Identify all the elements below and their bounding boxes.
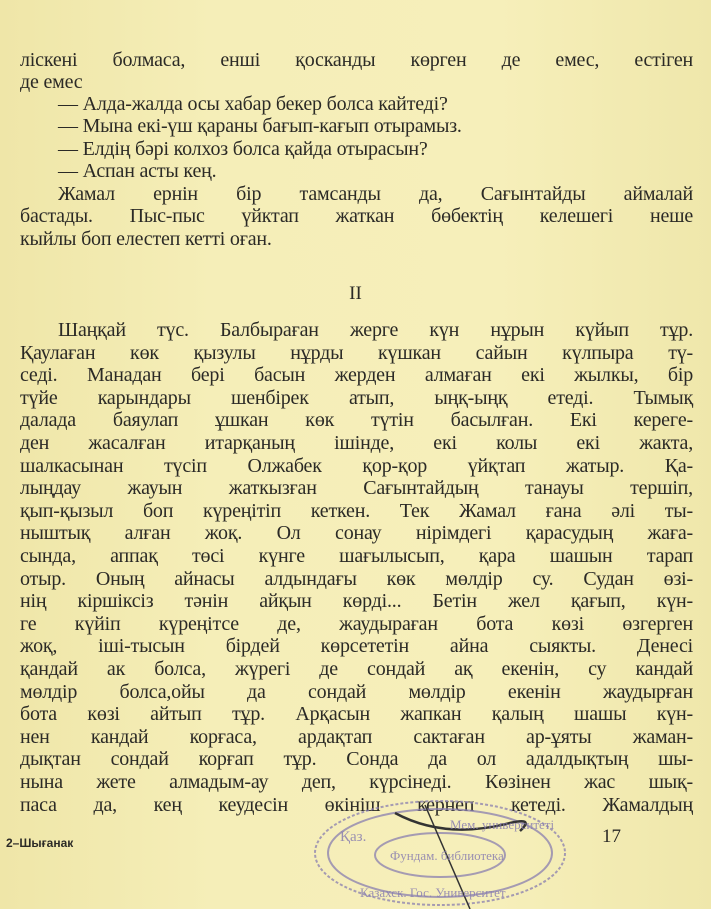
text-line: ге күйiп күреңiтсе де, жаудыраған бота көзi өзгерген (20, 612, 693, 635)
text-line: седi. Манадан берi басын жерден алмаған екi жылкы, бiр (20, 364, 693, 387)
text-line: кыйлы боп елестеп кеттi оған. (20, 228, 272, 250)
text-line: Шаңқай түс. Балбыраған жерге күн нұрын күйып тұр. (58, 319, 693, 341)
text-line: сында, аппақ төсi күнге шағылысып, қара шашын тарап (20, 545, 693, 567)
text-line: ныштық алған жоқ. Ол сонау нiрiмдегi қарасудың жаға- (20, 522, 693, 545)
text-line: де емес (20, 71, 83, 93)
page-number: 17 (602, 826, 621, 847)
dialogue-line: — Алда-жалда осы хабар бекер болса кайтедi? (58, 93, 448, 115)
text-line: қандай ак болса, жүрегi де сондай ақ екенiн, су кандай (20, 658, 693, 680)
dialogue-line: — Елдiң бәрi колхоз болса қайда отырасын? (58, 137, 428, 160)
text-line: нына жете алмадым-ау деп, күрсiнедi. Көзiнен жас шық- (20, 771, 693, 793)
dialogue-line: — Мына екi-үш қараны бағып-кағып отырамыз. (58, 115, 462, 138)
text-line: Қаулаған көк қызулы нұрды күшкан сайын күлпыра тү- (20, 341, 693, 364)
text-line: нiң кiршiксiз тәнiн айқын көрдi... Бетiн жел қағып, күн- (20, 590, 693, 613)
text-line: паса да, кең кеудесiн өкiнiш кернеп кетедi. Жамалдың (20, 793, 693, 816)
text-line: мөлдiр болса,ойы да сондай мөлдiр екенiн жаудырған (20, 680, 693, 703)
signature-mark: 2–Шығанак (6, 836, 74, 850)
text-line: шалкасынан түсiп Олжабек қор-қор үйқтап жатыр. Қа- (20, 454, 693, 477)
text-line: нен кандай корғаса, ардақтап сактаған ар-ұяты жаман- (20, 725, 693, 748)
text-line: жоқ, iшi-тысын бiрдей көрсететiн айна сыякты. Денесi (20, 635, 693, 658)
text-line: дықтан сондай корғап тұр. Сонда да ол адалдықтың шы- (20, 748, 693, 771)
dialogue-line: — Аспан асты кең. (58, 160, 217, 183)
text-line: бастады. Пыс-пыс үйктап жаткан бөбектiң келешегi неше (20, 205, 693, 227)
chapter-heading: II (349, 283, 362, 304)
stamp-center-text: Фундам. библиотека (390, 848, 504, 863)
stamp-top-text: Мем. университетi (450, 817, 555, 832)
text-line: лiскенi болмаса, еншi қосканды көрген де емес, естiген (20, 49, 693, 71)
text-line: қып-қызыл боп күреңiтiп кеткен. Тек Жамал ғана әлi ты- (20, 499, 693, 522)
text-line: ден жасалған итарқаның iшiнде, екi колы екi жакта, (20, 432, 693, 454)
text-line: далада баяулап ұшкан көк түтiн басылған. Екi керегe- (20, 409, 693, 432)
text-line: лыңдау жауын жаткызған Сағынтайдың танауы тершiп, (20, 477, 693, 500)
text-line: отыр. Оның айнасы алдындағы көк мөлдiр су. Судан өзi- (20, 567, 693, 590)
text-line: түйе карындары шенбiрек атып, ыңқ-ыңқ етедi. Тымық (20, 386, 693, 409)
stamp-bottom-text: Казахск. Гос. Университет (360, 885, 506, 900)
library-stamp (305, 795, 575, 909)
stamp-left-text: Қаз. (340, 829, 367, 845)
text-line: бота көзi айтып тұр. Арқасын жапкан қалың шашы күн- (20, 703, 693, 726)
text-line: Жамал ернiн бiр тамсанды да, Сағынтайды аймалай (58, 183, 693, 205)
